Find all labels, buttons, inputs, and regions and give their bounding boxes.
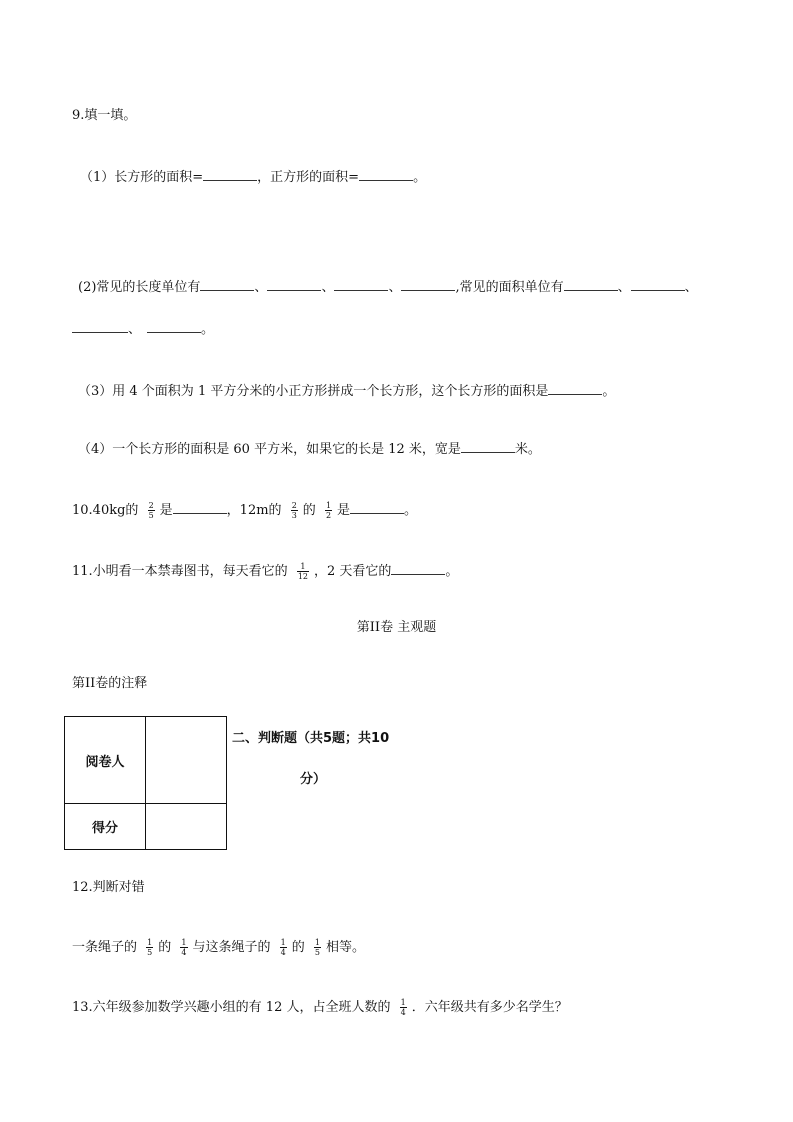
q10-text-b: 是 bbox=[159, 503, 173, 518]
part2-heading: 第II卷 主观题 bbox=[356, 620, 437, 635]
q12-text-e: 相等。 bbox=[326, 940, 366, 955]
q9-part4-text-b: 米。 bbox=[514, 442, 541, 457]
q10 bbox=[72, 499, 417, 521]
reviewer-label: 阅卷人 bbox=[65, 717, 146, 804]
q11-text-a: 11.小明看一本禁毒图书，每天看它的 bbox=[72, 564, 288, 579]
fraction bbox=[314, 938, 321, 957]
numerator: 1 bbox=[325, 501, 332, 510]
numerator: 1 bbox=[400, 998, 406, 1007]
fraction bbox=[291, 501, 298, 520]
part2-note: 第II卷的注释 bbox=[72, 676, 148, 691]
fraction bbox=[146, 938, 153, 957]
q9-part1-text-c: 。 bbox=[413, 170, 427, 185]
q10-text-a: 10.40kg的 bbox=[72, 503, 139, 518]
answer-blank[interactable] bbox=[267, 276, 321, 291]
q12-text-b: 的 bbox=[158, 940, 172, 955]
numerator: 1 bbox=[181, 938, 187, 947]
denominator: 5 bbox=[148, 511, 154, 520]
q9-part3-text-b: 。 bbox=[602, 384, 616, 399]
q10-text-d: 的 bbox=[302, 503, 316, 518]
answer-blank[interactable] bbox=[631, 276, 685, 291]
numerator: 1 bbox=[280, 938, 286, 947]
answer-blank[interactable] bbox=[564, 276, 618, 291]
denominator: 3 bbox=[291, 511, 297, 520]
q12-title: 12.判断对错 bbox=[72, 880, 145, 895]
separator: 、 bbox=[128, 322, 142, 337]
denominator: 4 bbox=[400, 1008, 406, 1017]
q9-part2-text-a: (2)常见的长度单位有 bbox=[78, 280, 201, 295]
score-cell[interactable] bbox=[146, 804, 227, 850]
answer-blank[interactable] bbox=[391, 560, 445, 575]
q11 bbox=[72, 560, 458, 582]
answer-blank[interactable] bbox=[359, 166, 413, 181]
q9-part2-line1 bbox=[78, 276, 698, 298]
numerator: 1 bbox=[147, 938, 153, 947]
q9-part1-text-b: ，正方形的面积= bbox=[257, 170, 360, 185]
q13 bbox=[72, 998, 568, 1018]
answer-blank[interactable] bbox=[173, 499, 227, 514]
q9-part4-text-a: （4）一个长方形的面积是 60 平方米，如果它的长是 12 米，宽是 bbox=[78, 442, 461, 457]
answer-blank[interactable] bbox=[350, 499, 404, 514]
numerator: 2 bbox=[148, 501, 154, 510]
numerator: 1 bbox=[314, 938, 320, 947]
fraction bbox=[148, 501, 155, 520]
denominator: 5 bbox=[147, 948, 153, 957]
answer-blank[interactable] bbox=[203, 166, 257, 181]
answer-blank[interactable] bbox=[200, 276, 254, 291]
denominator: 5 bbox=[314, 948, 320, 957]
q12-statement bbox=[72, 938, 365, 958]
denominator: 12 bbox=[297, 572, 309, 581]
answer-blank[interactable] bbox=[72, 318, 128, 333]
q12-text-d: 的 bbox=[291, 940, 305, 955]
answer-blank[interactable] bbox=[147, 318, 201, 333]
fraction bbox=[280, 938, 287, 957]
q13-text-a: 13.六年级参加数学兴趣小组的有 12 人，占全班人数的 bbox=[72, 1000, 391, 1015]
q9-part2-text-b: ,常见的面积单位有 bbox=[455, 280, 564, 295]
q10-text-e: 是 bbox=[337, 503, 351, 518]
q9-title: 9.填一填。 bbox=[72, 108, 137, 123]
numerator: 2 bbox=[291, 501, 297, 510]
q10-text-f: 。 bbox=[404, 503, 418, 518]
q11-text-b: ，2 天看它的 bbox=[314, 564, 392, 579]
score-label: 得分 bbox=[65, 804, 146, 850]
separator: 、 bbox=[254, 280, 268, 295]
fraction bbox=[400, 998, 407, 1017]
q9-part1-text-a: （1）长方形的面积= bbox=[80, 170, 204, 185]
answer-blank[interactable] bbox=[401, 276, 455, 291]
q9-part3 bbox=[78, 380, 615, 402]
section2-title-line1: 二、判断题（共5题；共10 bbox=[232, 731, 390, 746]
q12-text-a: 一条绳子的 bbox=[72, 940, 138, 955]
q12-text-c: 与这条绳子的 bbox=[192, 940, 271, 955]
q9-part2-line2 bbox=[72, 318, 214, 340]
numerator: 1 bbox=[300, 562, 306, 571]
fraction bbox=[325, 501, 332, 520]
separator: 、 bbox=[388, 280, 402, 295]
answer-blank[interactable] bbox=[461, 438, 515, 453]
section2-title-line2: 分） bbox=[300, 772, 327, 787]
answer-blank[interactable] bbox=[548, 380, 602, 395]
denominator: 4 bbox=[181, 948, 187, 957]
separator: 、 bbox=[321, 280, 335, 295]
denominator: 2 bbox=[325, 511, 332, 520]
fraction bbox=[180, 938, 187, 957]
grading-table bbox=[64, 716, 227, 850]
answer-blank[interactable] bbox=[334, 276, 388, 291]
separator: 、 bbox=[684, 280, 698, 295]
q13-text-b: ．六年级共有多少名学生？ bbox=[411, 1000, 568, 1015]
q9-part3-text-a: （3）用 4 个面积为 1 平方分米的小正方形拼成一个长方形，这个长方形的面积是 bbox=[78, 384, 549, 399]
q9-part4 bbox=[78, 438, 541, 460]
q11-text-c: 。 bbox=[445, 564, 459, 579]
q9-part2-text-c: 。 bbox=[201, 322, 215, 337]
q9-part1 bbox=[80, 166, 426, 188]
denominator: 4 bbox=[280, 948, 286, 957]
reviewer-cell[interactable] bbox=[146, 717, 227, 804]
fraction bbox=[297, 562, 309, 581]
q10-text-c: ，12m的 bbox=[226, 503, 282, 518]
separator: 、 bbox=[617, 280, 631, 295]
